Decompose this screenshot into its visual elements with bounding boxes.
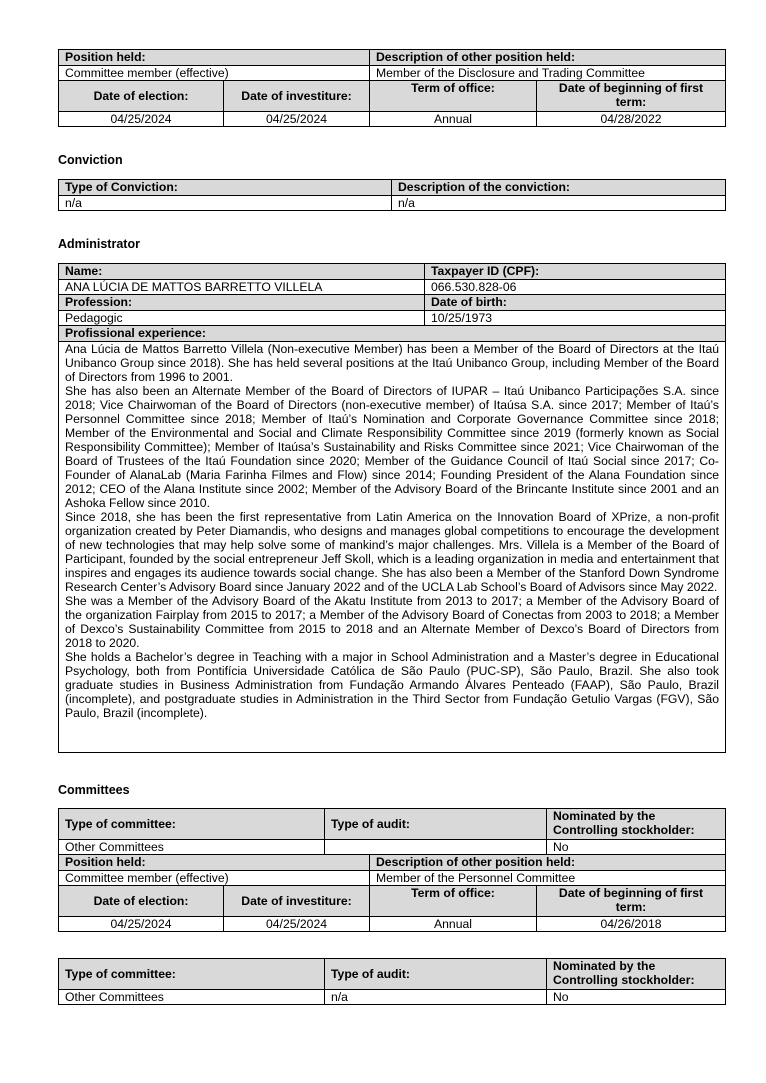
date-investiture-label: Date of investiture: xyxy=(224,886,370,917)
date-beginning-label: Date of beginning of first term: xyxy=(537,81,726,112)
nominated-label: Nominated by the Controlling stockholder: xyxy=(547,809,726,840)
taxpayer-value: 066.530.828-06 xyxy=(425,280,726,295)
date-investiture-label: Date of investiture: xyxy=(224,81,370,112)
committee-type-label: Type of committee: xyxy=(59,959,325,990)
profession-value: Pedagogic xyxy=(59,311,425,326)
term-label: Term of office: xyxy=(370,886,537,917)
audit-type-label: Type of audit: xyxy=(325,809,547,840)
nominated-label: Nominated by the Controlling stockholder: xyxy=(547,959,726,990)
date-election-label: Date of election: xyxy=(59,81,224,112)
committee-type-value: Other Committees xyxy=(59,990,325,1005)
date-beginning-value: 04/26/2018 xyxy=(537,917,726,932)
conviction-type-value: n/a xyxy=(59,196,392,211)
description-value: Member of the Personnel Committee xyxy=(370,871,726,886)
date-beginning-label: Date of beginning of first term: xyxy=(537,886,726,917)
committees-heading: Committees xyxy=(58,783,130,797)
experience-paragraph: She has also been an Alternate Member of the Board of Directors of IUPAR – Itaú Unibanco Participações S.A. since 2018; Vice Chairwoman of the Board of Directors (non-executive member) of Itaúsa S.A. since 2017; Member of Itaú’s Personnel Committee since 2018; Member of Itaú’s Nomination and Corporate Governance Committee since 2018; Member of the Environmental and Social and Climate Responsibility Committee since 2019 (formerly known as Social Responsibility Committee); Member of Itaúsa’s Sustainability and Risks Committee since 2021; Vice Chairwoman of the Board of Trustees of the Itaú Foundation since 2020; Member of the Guidance Council of Itaú Social since 2017; Co-Founder of AlanaLab (Maria Farinha Filmes and Flow) since 2014; Founding President of the Alana Foundation since 2012; CEO of the Alana Institute since 2002; Member of the Advisory Board of the Brincante Institute since 2001 and an Ashoka Fellow since 2010. xyxy=(65,384,719,510)
date-investiture-value: 04/25/2024 xyxy=(224,917,370,932)
term-label: Term of office: xyxy=(370,81,537,112)
conviction-description-label: Description of the conviction: xyxy=(392,180,726,196)
birth-value: 10/25/1973 xyxy=(425,311,726,326)
committee-table-first xyxy=(58,808,725,932)
taxpayer-label: Taxpayer ID (CPF): xyxy=(425,264,726,280)
position-table-top xyxy=(58,49,725,127)
audit-type-value: n/a xyxy=(325,990,547,1005)
date-beginning-value: 04/28/2022 xyxy=(537,112,726,127)
audit-type-label: Type of audit: xyxy=(325,959,547,990)
date-election-label: Date of election: xyxy=(59,886,224,917)
description-value: Member of the Disclosure and Trading Committee xyxy=(370,66,726,81)
profession-label: Profession: xyxy=(59,295,425,311)
birth-label: Date of birth: xyxy=(425,295,726,311)
experience-paragraph: She holds a Bachelor’s degree in Teaching with a major in School Administration and a Master’s degree in Educational Psychology, both from Pontifícia Universidade Católica de São Paulo (PUC-SP), São Paulo, Brazil. She also took graduate studies in Business Administration from Fundação Armando Álvares Penteado (FAAP), São Paulo, Brazil (incomplete), and postgraduate studies in Administration in the Third Sector from Fundação Getulio Vargas (FGV), São Paulo, Brazil (incomplete). xyxy=(65,650,719,720)
term-value: Annual xyxy=(370,112,537,127)
conviction-type-label: Type of Conviction: xyxy=(59,180,392,196)
name-label: Name: xyxy=(59,264,425,280)
name-value: ANA LÚCIA DE MATTOS BARRETTO VILLELA xyxy=(59,280,425,295)
date-investiture-value: 04/25/2024 xyxy=(224,112,370,127)
committee-type-value: Other Committees xyxy=(59,840,325,855)
administrator-heading: Administrator xyxy=(58,237,140,251)
conviction-heading: Conviction xyxy=(58,153,123,167)
conviction-table xyxy=(58,179,725,211)
committee-table-second xyxy=(58,958,725,1005)
position-held-label: Position held: xyxy=(59,50,370,66)
date-election-value: 04/25/2024 xyxy=(59,917,224,932)
nominated-value: No xyxy=(547,990,726,1005)
experience-paragraph: Ana Lúcia de Mattos Barretto Villela (Non-executive Member) has been a Member of the Board of Directors at the Itaú Unibanco Group since 2018). She has held several positions at the Itaú Unibanco Group, including Member of the Board of Directors from 1996 to 2001. xyxy=(65,342,719,384)
experience-paragraph: She was a Member of the Advisory Board of the Akatu Institute from 2013 to 2017; a Member of the Advisory Board of the organization Fairplay from 2015 to 2017; a Member of the Advisory Board of Conectas from 2003 to 2018; a Member of Dexco’s Sustainability Committee from 2015 to 2018 and an Alternate Member of Dexco’s Board of Directors from 2018 to 2020. xyxy=(65,594,719,650)
committee-type-label: Type of committee: xyxy=(59,809,325,840)
audit-type-value xyxy=(325,840,547,855)
nominated-value: No xyxy=(547,840,726,855)
administrator-table xyxy=(58,263,725,753)
position-held-value: Committee member (effective) xyxy=(59,871,370,886)
experience-paragraph: Since 2018, she has been the first representative from Latin America on the Innovation Board of XPrize, a non-profit organization created by Peter Diamandis, who designs and manages global competitions to encourage the development of new technologies that may help solve some of mankind’s major challenges. Mrs. Villela is a Member of the Board of Participant, founded by the social entrepreneur Jeff Skoll, which is a leading organization in media and entertainment that inspires and engages its audience towards social change. She has also been a Member of the Stanford Down Syndrome Research Center’s Advisory Board since January 2022 and of the UCLA Lab School’s Board of Advisors since May 2022. xyxy=(65,510,719,594)
position-held-value: Committee member (effective) xyxy=(59,66,370,81)
experience-label: Profissional experience: xyxy=(59,326,726,342)
date-election-value: 04/25/2024 xyxy=(59,112,224,127)
experience-text xyxy=(59,342,726,753)
position-held-label: Position held: xyxy=(59,855,370,871)
term-value: Annual xyxy=(370,917,537,932)
description-label: Description of other position held: xyxy=(370,855,726,871)
description-label: Description of other position held: xyxy=(370,50,726,66)
conviction-description-value: n/a xyxy=(392,196,726,211)
